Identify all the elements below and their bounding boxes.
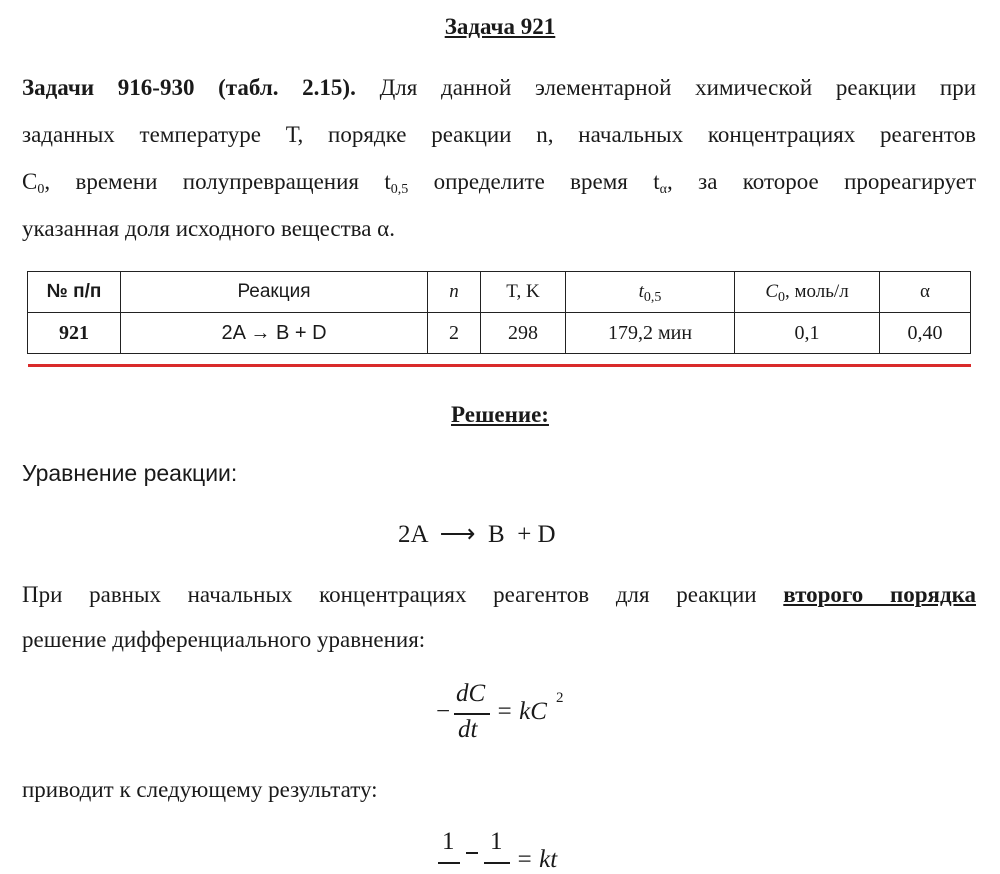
reaction-equation: 2A ⟶ B + D [398,521,556,548]
second-order-emphasis: второго порядка [783,582,977,607]
problem-title: Задача 921 [444,14,556,39]
fraction-denominator: dt [458,716,478,743]
equation-exponent: 2 [556,690,564,706]
cell-reaction: 2A → B + D [121,313,428,354]
table-underline [28,364,971,367]
second-order-paragraph [22,571,976,661]
first-numerator: 1 [442,828,455,855]
header-order: n [428,272,481,313]
second-numerator: 1 [490,828,503,855]
bottom-rhs: = kt [516,846,558,873]
cell-temperature: 298 [481,313,566,354]
table-row [28,313,971,354]
second-fraction-bar [484,862,510,864]
second-line-1: При равных начальных концентрациях реагентов для реакции второго порядка [22,582,977,607]
cell-half-time: 179,2 мин [566,313,735,354]
result-label: приводит к следующему результату: [22,777,378,802]
table-header-row [28,272,971,313]
second-line-2: решение дифференциального уравнения: [22,627,426,652]
first-fraction-bar [438,862,460,864]
header-number: № п/п [28,272,121,313]
header-reaction: Реакция [121,272,428,313]
fraction-numerator: dC [456,680,486,707]
header-alpha: α [880,272,971,313]
data-table [27,271,971,354]
task-line-4: указанная доля исходного вещества α. [22,216,395,241]
task-statement [22,64,976,252]
cell-alpha: 0,40 [880,313,971,354]
cell-order: 2 [428,313,481,354]
task-lead: Задачи 916-930 (табл. 2.15). [22,75,356,100]
differential-equation [436,680,576,746]
fraction-bar [454,713,490,715]
task-line-1: Задачи 916-930 (табл. 2.15). Для данной элементарной химической реакции при [22,75,977,100]
header-temperature: T, K [481,272,566,313]
solution-title: Решение: [451,402,549,427]
header-concentration: $C_0$, моль/л [735,272,880,313]
cell-concentration: 0,1 [735,313,880,354]
equation-rhs: = kC [496,698,547,725]
integrated-equation [438,828,578,873]
header-half-time: $t_{0,5}$ [566,272,735,313]
bottom-minus-sign [466,852,478,854]
minus-sign: − [436,698,451,725]
task-line-2: заданных температуре Т, порядке реакции n, начальных концентрациях реагентов [22,122,976,147]
task-line-3: $С_0$, времени полупревращения $t_{0,5}$ определите время $t_\alpha$, за которое прореагирует [22,169,976,197]
equation-label: Уравнение реакции: [22,460,238,486]
cell-number: 921 [28,313,121,354]
